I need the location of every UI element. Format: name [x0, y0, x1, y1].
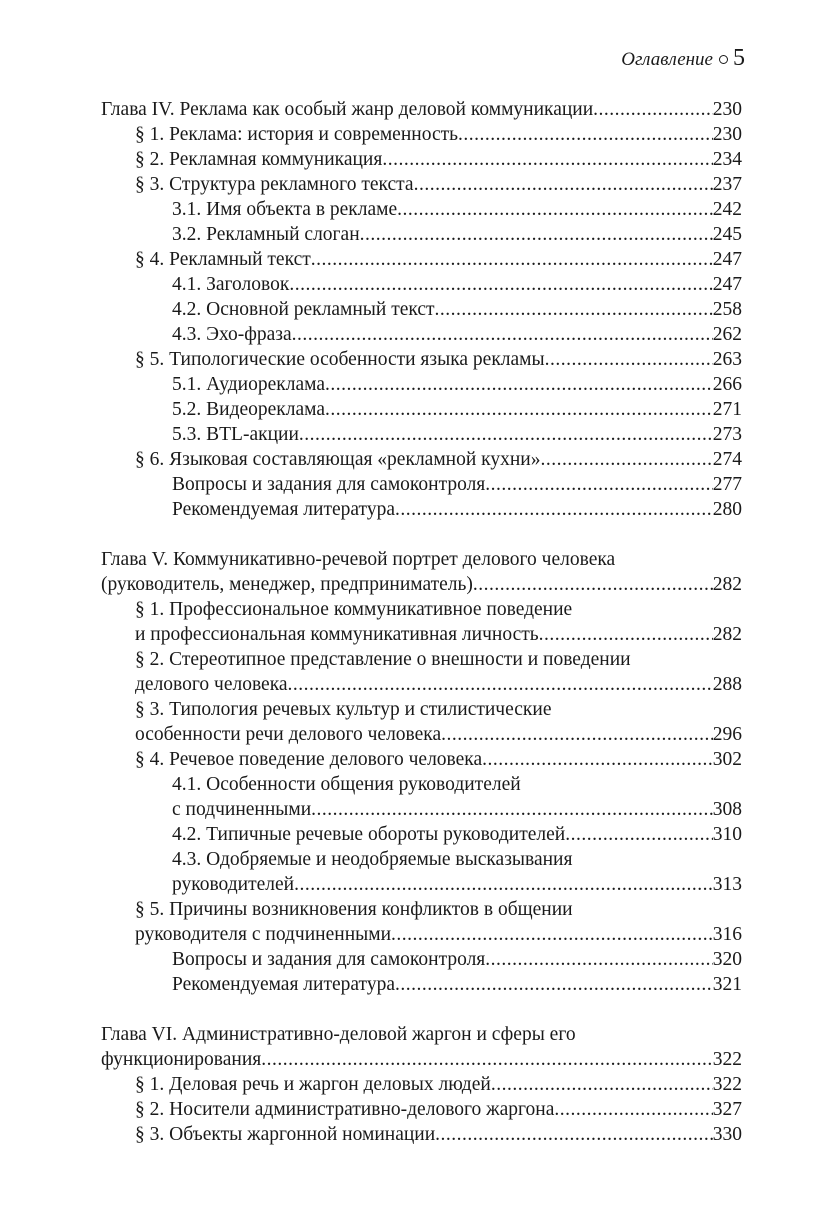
toc-subsection-line[interactable] [101, 222, 742, 247]
toc-section-line[interactable] [101, 722, 742, 747]
toc-entry-title: 3.1. Имя объекта в рекламе [172, 199, 398, 220]
toc-page-number: 271 [712, 399, 742, 420]
toc-entry-title: § 4. Рекламный текст [135, 249, 311, 270]
dot-leader [299, 422, 713, 447]
toc-entry-title: делового человека [135, 674, 288, 695]
toc-subsection-line[interactable] [101, 472, 742, 497]
toc-entry-title: 4.1. Заголовок [172, 274, 290, 295]
toc-entry-title: § 2. Стереотипное представление о внешности и поведении [135, 649, 631, 670]
dot-leader [292, 322, 713, 347]
toc-entry-title: 4.2. Основной рекламный текст [172, 299, 435, 320]
dot-leader [485, 472, 712, 497]
toc-entry-title: § 2. Носители административно-делового жаргона [135, 1099, 555, 1120]
dot-leader [414, 172, 713, 197]
toc-page-number: 327 [712, 1099, 742, 1120]
toc-page-number: 273 [712, 424, 742, 445]
toc-subsection-line[interactable] [101, 972, 742, 997]
toc-section-line[interactable] [101, 747, 742, 772]
toc-section-line[interactable] [101, 247, 742, 272]
toc-page-number: 322 [712, 1074, 742, 1095]
toc-subsection-line[interactable] [101, 297, 742, 322]
dot-leader [360, 222, 713, 247]
toc-section-line[interactable] [101, 1122, 742, 1147]
toc-chapter-line [101, 547, 742, 572]
toc-subsection-line[interactable] [101, 272, 742, 297]
toc-page-number: 310 [712, 824, 742, 845]
running-head-title: Оглавление [621, 49, 713, 70]
toc-page-number: 282 [712, 574, 742, 595]
toc-entry-title: § 1. Деловая речь и жаргон деловых людей [135, 1074, 491, 1095]
toc-entry-title: § 1. Реклама: история и современность [135, 124, 459, 145]
toc-page-number: 330 [712, 1124, 742, 1145]
toc-section-line[interactable] [101, 447, 742, 472]
toc-entry-title: Вопросы и задания для самоконтроля [172, 949, 486, 970]
toc-entry-title: (руководитель, менеджер, предприниматель) [101, 574, 473, 595]
toc-page-number: 230 [712, 99, 742, 120]
page-number: 5 [733, 45, 745, 71]
toc-subsection-line[interactable] [101, 822, 742, 847]
toc-entry-title: § 4. Речевое поведение делового человека [135, 749, 483, 770]
toc-entry-title: § 2. Рекламная коммуникация [135, 149, 383, 170]
toc-section-line[interactable] [101, 1097, 742, 1122]
toc-page-number: 242 [712, 199, 742, 220]
dot-leader [539, 622, 713, 647]
toc-chapter-line[interactable] [101, 1047, 742, 1072]
toc-subsection-line[interactable] [101, 197, 742, 222]
toc-page-number: 263 [712, 349, 742, 370]
circle-ornament-icon [719, 55, 728, 64]
dot-leader [325, 372, 713, 397]
toc-section-line[interactable] [101, 147, 742, 172]
dot-leader [458, 122, 713, 147]
toc-subsection-line[interactable] [101, 372, 742, 397]
toc-entry-title: § 5. Типологические особенности языка рекламы [135, 349, 545, 370]
toc-subsection-line[interactable] [101, 397, 742, 422]
dot-leader [473, 572, 713, 597]
toc-entry-title: 4.1. Особенности общения руководителей [172, 774, 521, 795]
toc-entry-title: особенности речи делового человека [135, 724, 442, 745]
toc-section-line[interactable] [101, 922, 742, 947]
dot-leader [540, 447, 712, 472]
chapter-gap [101, 522, 742, 547]
dot-leader [545, 347, 713, 372]
toc-page-number: 247 [712, 274, 742, 295]
toc-section-line[interactable] [101, 172, 742, 197]
toc-page-number: 308 [712, 799, 742, 820]
toc-entry-title: Глава VI. Административно-деловой жаргон и сферы его [101, 1024, 576, 1045]
dot-leader [325, 397, 713, 422]
dot-leader [391, 922, 713, 947]
dot-leader [554, 1097, 712, 1122]
running-head [621, 44, 745, 74]
toc-entry-title: руководителей [172, 874, 295, 895]
toc-subsection-line[interactable] [101, 322, 742, 347]
toc-entry-title: функционирования [101, 1049, 262, 1070]
toc-page-number: 234 [712, 149, 742, 170]
toc-section-line [101, 897, 742, 922]
toc-page-number: 320 [712, 949, 742, 970]
toc-chapter-line[interactable] [101, 572, 742, 597]
dot-leader [395, 497, 713, 522]
toc-entry-title: с подчиненными [172, 799, 312, 820]
toc-subsection-line[interactable] [101, 497, 742, 522]
toc-chapter-line [101, 1022, 742, 1047]
toc-subsection-line[interactable] [101, 422, 742, 447]
dot-leader [565, 822, 713, 847]
dot-leader [288, 672, 713, 697]
toc-chapter-line[interactable] [101, 97, 742, 122]
toc-entry-title: 4.3. Одобряемые и неодобряемые высказывания [172, 849, 573, 870]
toc-page-number: 247 [712, 249, 742, 270]
toc-page-number: 230 [712, 124, 742, 145]
toc-entry-title: Глава V. Коммуникативно-речевой портрет делового человека [101, 549, 616, 570]
toc-entry-title: 5.3. BTL-акции [172, 424, 299, 445]
dot-leader [593, 97, 713, 122]
toc-entry-title: § 1. Профессиональное коммуникативное поведение [135, 599, 573, 620]
toc-subsection-line[interactable] [101, 797, 742, 822]
dot-leader [397, 197, 713, 222]
toc-entry-title: Рекомендуемая литература [172, 974, 395, 995]
toc-subsection-line [101, 772, 742, 797]
toc-page-number: 296 [712, 724, 742, 745]
toc-page-number: 274 [712, 449, 742, 470]
toc-entry-title: 5.1. Аудиореклама [172, 374, 325, 395]
toc-section-line[interactable] [101, 622, 742, 647]
toc-section-line [101, 697, 742, 722]
toc-section-line[interactable] [101, 672, 742, 697]
toc-section-line [101, 597, 742, 622]
toc-page-number: 288 [712, 674, 742, 695]
toc-page-number: 237 [712, 174, 742, 195]
toc-entry-title: § 5. Причины возникновения конфликтов в общении [135, 899, 573, 920]
dot-leader [395, 972, 713, 997]
toc-subsection-line [101, 847, 742, 872]
toc-entry-title: 4.2. Типичные речевые обороты руководителей [172, 824, 566, 845]
dot-leader [435, 297, 713, 322]
toc-page-number: 313 [712, 874, 742, 895]
toc-entry-title: 5.2. Видеореклама [172, 399, 326, 420]
dot-leader [441, 722, 713, 747]
toc-subsection-line[interactable] [101, 872, 742, 897]
toc-entry-title: § 3. Структура рекламного текста [135, 174, 414, 195]
toc-page-number: 266 [712, 374, 742, 395]
table-of-contents [101, 97, 742, 1147]
toc-entry-title: Вопросы и задания для самоконтроля [172, 474, 486, 495]
dot-leader [261, 1047, 713, 1072]
toc-section-line[interactable] [101, 1072, 742, 1097]
toc-page-number: 277 [712, 474, 742, 495]
toc-entry-title: § 3. Типология речевых культур и стилистические [135, 699, 552, 720]
toc-page-number: 282 [712, 624, 742, 645]
toc-section-line[interactable] [101, 347, 742, 372]
toc-entry-title: 4.3. Эхо-фраза [172, 324, 292, 345]
dot-leader [311, 797, 713, 822]
toc-entry-title: 3.2. Рекламный слоган [172, 224, 360, 245]
toc-subsection-line[interactable] [101, 947, 742, 972]
toc-entry-title: § 6. Языковая составляющая «рекламной кухни» [135, 449, 541, 470]
toc-page-number: 321 [712, 974, 742, 995]
dot-leader [289, 272, 712, 297]
toc-page-number: 302 [712, 749, 742, 770]
toc-page-number: 322 [712, 1049, 742, 1070]
chapter-gap [101, 997, 742, 1022]
toc-page-number: 262 [712, 324, 742, 345]
toc-page-number: 316 [712, 924, 742, 945]
dot-leader [482, 747, 713, 772]
toc-page-number: 245 [712, 224, 742, 245]
dot-leader [485, 947, 712, 972]
toc-page-number: 258 [712, 299, 742, 320]
dot-leader [435, 1122, 713, 1147]
toc-entry-title: руководителя с подчиненными [135, 924, 392, 945]
dot-leader [294, 872, 713, 897]
toc-entry-title: и профессиональная коммуникативная личность [135, 624, 539, 645]
toc-section-line [101, 647, 742, 672]
dot-leader [311, 247, 713, 272]
toc-section-line[interactable] [101, 122, 742, 147]
toc-entry-title: Глава IV. Реклама как особый жанр деловой коммуникации [101, 99, 594, 120]
toc-page-number: 280 [712, 499, 742, 520]
toc-entry-title: Рекомендуемая литература [172, 499, 395, 520]
dot-leader [491, 1072, 713, 1097]
dot-leader [382, 147, 712, 172]
toc-entry-title: § 3. Объекты жаргонной номинации [135, 1124, 436, 1145]
